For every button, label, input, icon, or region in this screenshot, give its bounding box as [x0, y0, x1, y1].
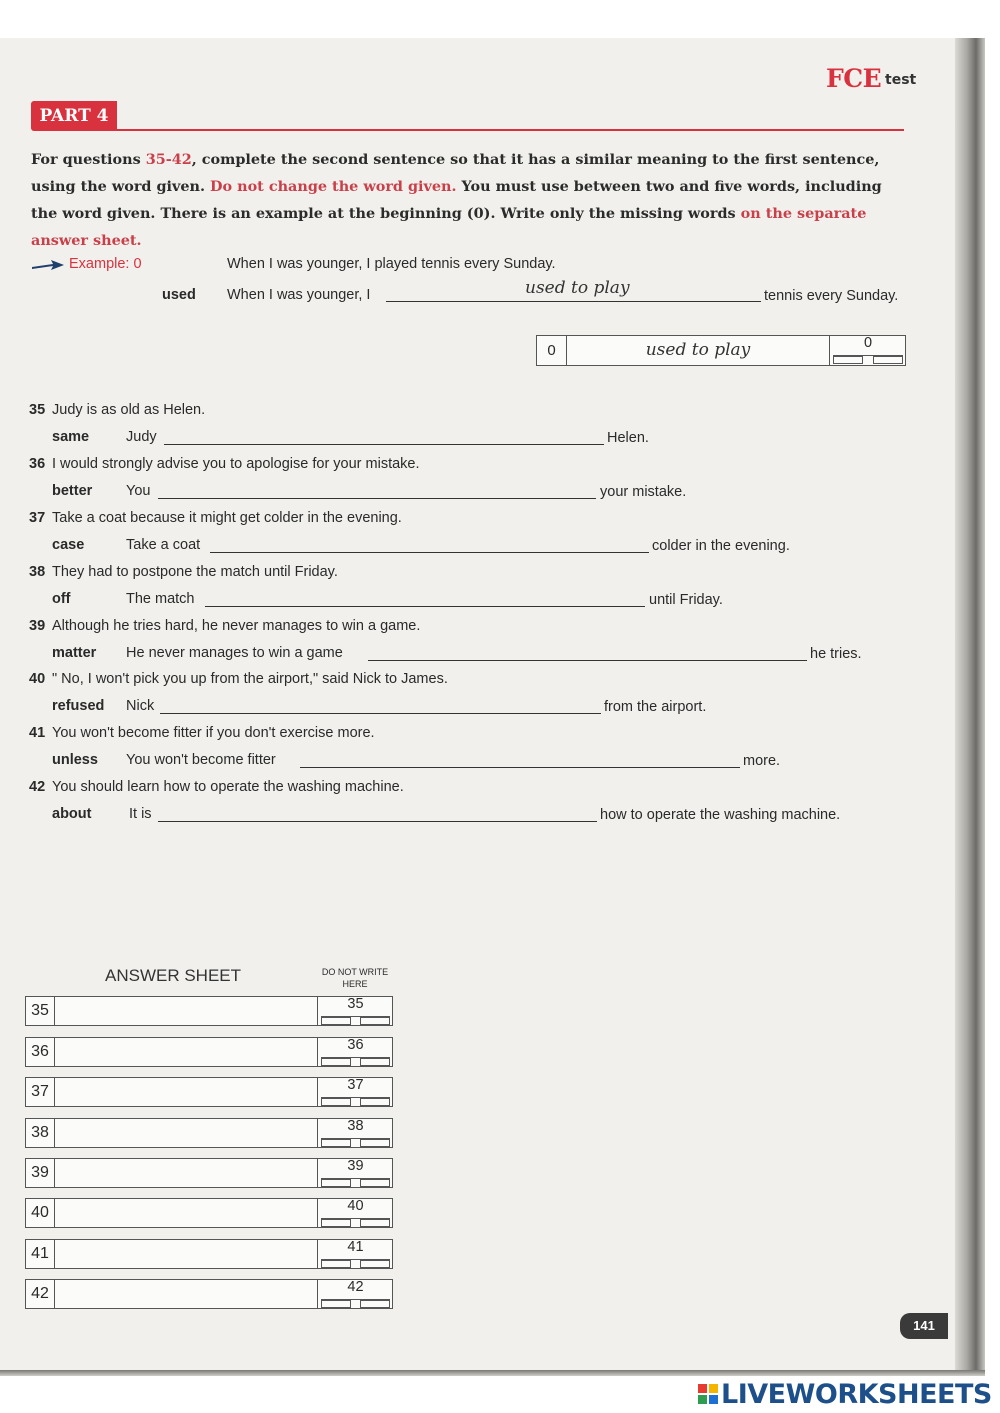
- question-sentence: Judy is as old as Helen.: [52, 402, 206, 418]
- example-answer: used to play: [525, 278, 630, 298]
- mark-box: [317, 1038, 393, 1066]
- page-bottom-shadow: [0, 1370, 985, 1376]
- answer-input[interactable]: [55, 1240, 317, 1268]
- question-sentence-end: until Friday.: [649, 592, 723, 608]
- question-sentence: " No, I won't pick you up from the airport," said Nick to James.: [52, 671, 448, 687]
- example-sentence: When I was younger, I played tennis every Sunday.: [227, 256, 556, 272]
- mark-number: 38: [347, 1118, 364, 1134]
- example-keyword: used: [162, 287, 196, 303]
- mark-box: [317, 1159, 393, 1187]
- mark-square: [833, 356, 863, 364]
- answer-blank[interactable]: [164, 443, 604, 445]
- question-number: 38: [29, 564, 46, 580]
- answer-blank[interactable]: [160, 712, 601, 714]
- answer-input[interactable]: [55, 997, 317, 1025]
- answer-row: [25, 1279, 393, 1309]
- answer-input[interactable]: [55, 1078, 317, 1106]
- question-sentence: I would strongly advise you to apologise for your mistake.: [52, 456, 420, 472]
- mark-box: [317, 997, 393, 1025]
- mark-number: 42: [347, 1279, 364, 1295]
- answer-row-number: 38: [26, 1119, 55, 1147]
- answer-row-number: 41: [26, 1240, 55, 1268]
- mark-square: [321, 1260, 351, 1268]
- question-keyword: same: [52, 429, 90, 445]
- question-sentence-end: colder in the evening.: [652, 538, 790, 554]
- answer-row-number: 40: [26, 1199, 55, 1227]
- mark-number: 35: [347, 996, 364, 1012]
- question-number: 37: [29, 510, 46, 526]
- instruction-segment: , complete the second sentence so that it has a similar meaning to the first sentence, using the word given.: [31, 151, 880, 195]
- answer-blank[interactable]: [300, 766, 740, 768]
- question-sentence-start: Nick: [126, 698, 155, 714]
- mark-square: [321, 1017, 351, 1025]
- question-number: 35: [29, 402, 46, 418]
- answer-input[interactable]: [55, 1119, 317, 1147]
- answer-blank[interactable]: [205, 605, 645, 607]
- answer-row: [25, 1239, 393, 1269]
- example-blank: [386, 300, 761, 302]
- question-number: 42: [29, 779, 46, 795]
- page-number: 141: [900, 1313, 948, 1339]
- mark-number: 36: [347, 1037, 364, 1053]
- example-answer-box: [536, 335, 906, 366]
- question-number: 41: [29, 725, 46, 741]
- mark-square: [360, 1058, 390, 1066]
- mark-box: [317, 1119, 393, 1147]
- question-number: 39: [29, 618, 46, 634]
- question-sentence: They had to postpone the match until Friday.: [52, 564, 338, 580]
- answer-blank[interactable]: [210, 551, 649, 553]
- part-divider: [117, 129, 904, 131]
- question-keyword: off: [52, 591, 71, 607]
- mark-box: [317, 1240, 393, 1268]
- example-sentence-start: When I was younger, I: [227, 287, 371, 303]
- instruction-segment: on the separate answer sheet.: [31, 205, 867, 249]
- answer-input[interactable]: [55, 1199, 317, 1227]
- example-box-number: 0: [537, 336, 567, 365]
- answer-blank[interactable]: [158, 820, 597, 822]
- mark-square: [873, 356, 903, 364]
- question-sentence-end: he tries.: [810, 646, 862, 662]
- instruction-segment: You must use between two and five words, including the word given. There is an example at the beginning (0). Write only the missing words: [31, 178, 882, 222]
- liveworksheets-icon: [697, 1383, 719, 1405]
- question-keyword: about: [52, 806, 92, 822]
- question-keyword: matter: [52, 645, 97, 661]
- answer-row: [25, 1077, 393, 1107]
- question-keyword: better: [52, 483, 93, 499]
- instructions: [31, 146, 911, 254]
- mark-number: 39: [347, 1158, 364, 1174]
- question-sentence: Take a coat because it might get colder in the evening.: [52, 510, 402, 526]
- instruction-segment: For questions: [31, 151, 146, 168]
- mark-number: 0: [863, 335, 873, 351]
- question-number: 40: [29, 671, 46, 687]
- instruction-segment: Do not change the word given.: [210, 178, 457, 195]
- question-sentence-end: your mistake.: [600, 484, 687, 500]
- do-not-write-line: DO NOT WRITE: [321, 967, 389, 977]
- question-sentence-start: The match: [126, 591, 195, 607]
- mark-square: [360, 1179, 390, 1187]
- mark-square: [321, 1219, 351, 1227]
- mark-square: [360, 1098, 390, 1106]
- mark-number: 40: [347, 1198, 364, 1214]
- answer-row-number: 35: [26, 997, 55, 1025]
- mark-box: [317, 1199, 393, 1227]
- answer-input[interactable]: [55, 1038, 317, 1066]
- example-mark-box: [829, 336, 906, 365]
- mark-square: [321, 1300, 351, 1308]
- answer-blank[interactable]: [368, 659, 807, 661]
- question-keyword: unless: [52, 752, 98, 768]
- mark-square: [360, 1139, 390, 1147]
- answer-row: [25, 1037, 393, 1067]
- answer-blank[interactable]: [158, 497, 596, 499]
- answer-row-number: 37: [26, 1078, 55, 1106]
- example-label: Example: 0: [69, 256, 142, 272]
- question-sentence: You should learn how to operate the washing machine.: [52, 779, 404, 795]
- question-sentence-start: Judy: [126, 429, 157, 445]
- answer-sheet-title: ANSWER SHEET: [105, 966, 242, 985]
- mark-square: [360, 1017, 390, 1025]
- question-number: 36: [29, 456, 46, 472]
- question-keyword: case: [52, 537, 85, 553]
- answer-row: [25, 1198, 393, 1228]
- mark-square: [321, 1098, 351, 1106]
- question-sentence-end: Helen.: [607, 430, 649, 446]
- mark-box: [317, 1078, 393, 1106]
- answer-row: [25, 1158, 393, 1188]
- do-not-write-label: [315, 966, 395, 990]
- answer-row-number: 39: [26, 1159, 55, 1187]
- mark-square: [321, 1179, 351, 1187]
- mark-number: 41: [347, 1239, 364, 1255]
- liveworksheets-logo: [697, 1381, 997, 1409]
- example-sentence-end: tennis every Sunday.: [764, 288, 899, 304]
- mark-box: [317, 1280, 393, 1308]
- mark-square: [360, 1300, 390, 1308]
- answer-row-number: 42: [26, 1280, 55, 1308]
- question-sentence-start: Take a coat: [126, 537, 201, 553]
- question-sentence-start: You: [126, 483, 151, 499]
- mark-square: [360, 1260, 390, 1268]
- mark-square: [321, 1139, 351, 1147]
- answer-input[interactable]: [55, 1159, 317, 1187]
- exam-title: FCE: [826, 64, 882, 93]
- answer-row: [25, 996, 393, 1026]
- mark-square: [360, 1219, 390, 1227]
- answer-row-number: 36: [26, 1038, 55, 1066]
- mark-number: 37: [347, 1077, 364, 1093]
- question-sentence-start: He never manages to win a game: [126, 645, 343, 661]
- do-not-write-line: HERE: [342, 979, 368, 989]
- part-label: PART 4: [31, 101, 117, 131]
- question-sentence-start: It is: [129, 806, 152, 822]
- question-sentence-start: You won't become fitter: [126, 752, 276, 768]
- instruction-segment: 35-42: [145, 151, 192, 168]
- mark-square: [321, 1058, 351, 1066]
- question-sentence-end: more.: [743, 753, 781, 769]
- question-sentence-end: how to operate the washing machine.: [600, 807, 841, 823]
- question-sentence-end: from the airport.: [604, 699, 707, 715]
- question-sentence: Although he tries hard, he never manages to win a game.: [52, 618, 421, 634]
- exam-subtitle: test: [885, 72, 917, 88]
- arrow-icon: [31, 258, 65, 272]
- watermark-text: LIVEWORKSHEETS: [721, 1379, 992, 1410]
- answer-input[interactable]: [55, 1280, 317, 1308]
- example-box-answer: used to play: [645, 340, 751, 360]
- page-binding-edge: [955, 38, 985, 1373]
- question-keyword: refused: [52, 698, 105, 714]
- answer-row: [25, 1118, 393, 1148]
- question-sentence: You won't become fitter if you don't exercise more.: [52, 725, 375, 741]
